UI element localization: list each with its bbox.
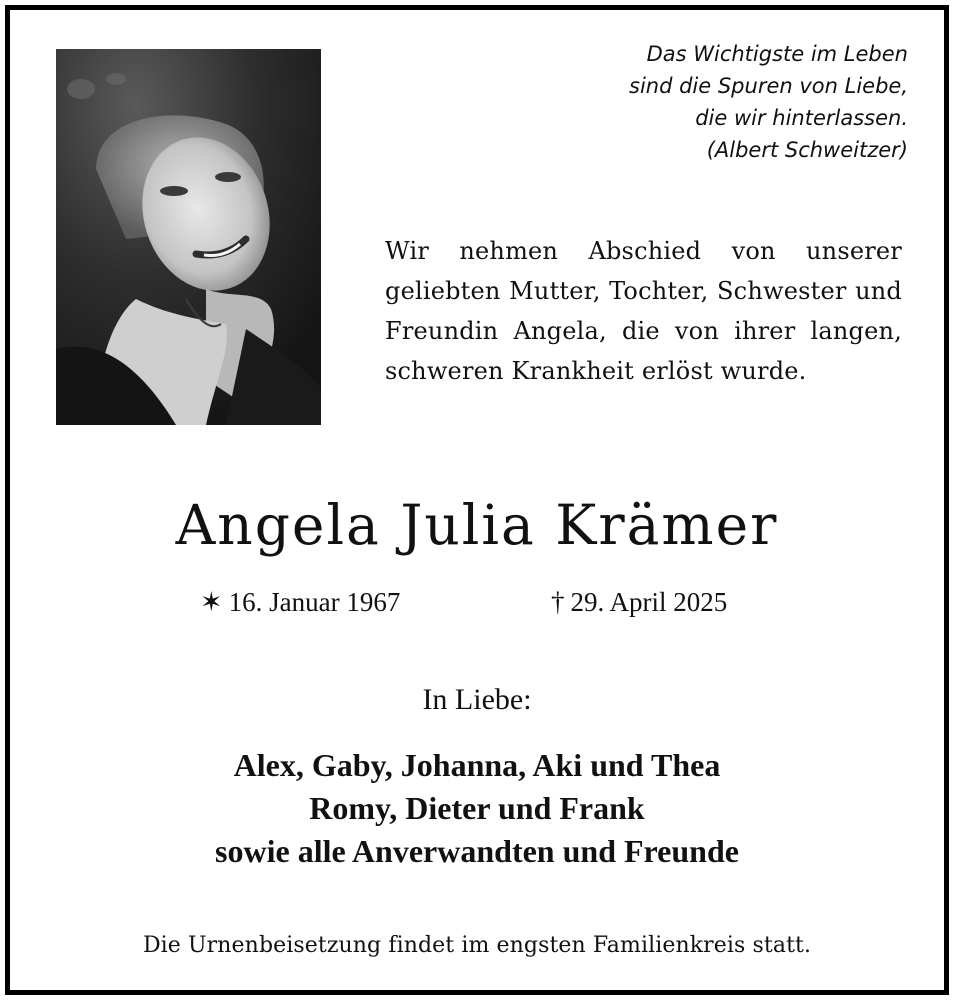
death-date <box>551 584 727 620</box>
portrait-photo <box>56 49 321 425</box>
quote-line: Das Wichtigste im Leben <box>646 42 908 66</box>
in-liebe-heading: In Liebe: <box>422 683 532 716</box>
portrait-image <box>56 49 321 425</box>
burial-note: Die Urnenbeisetzung findet im engsten Familienkreis statt. <box>142 933 812 958</box>
quote-line: die wir hinterlassen. <box>695 106 908 130</box>
death-cross-icon: † <box>551 587 565 617</box>
quote-line: sind die Spuren von Liebe, <box>629 74 908 98</box>
deceased-name: Angela Julia Krämer <box>175 493 779 557</box>
farewell-text: Wir nehmen Abschied von unserer geliebten Mutter, Tochter, Schwester und Freundin Angela, die von ihrer langen, schweren Krankheit erlöst wurde. <box>385 237 902 385</box>
birth-date <box>200 584 400 620</box>
mourners-line: Alex, Gaby, Johanna, Aki und Thea <box>233 747 721 783</box>
mourners-list <box>10 744 944 873</box>
quote-block <box>488 38 908 166</box>
birth-star-icon: ✶ <box>200 587 223 617</box>
birth-date-text: 16. Januar 1967 <box>228 587 401 617</box>
obituary-frame <box>5 5 949 995</box>
mourners-line: Romy, Dieter und Frank <box>309 790 645 826</box>
quote-author: (Albert Schweitzer) <box>706 138 908 162</box>
mourners-line: sowie alle Anverwandten und Freunde <box>215 833 739 869</box>
death-date-text: 29. April 2025 <box>570 587 728 617</box>
